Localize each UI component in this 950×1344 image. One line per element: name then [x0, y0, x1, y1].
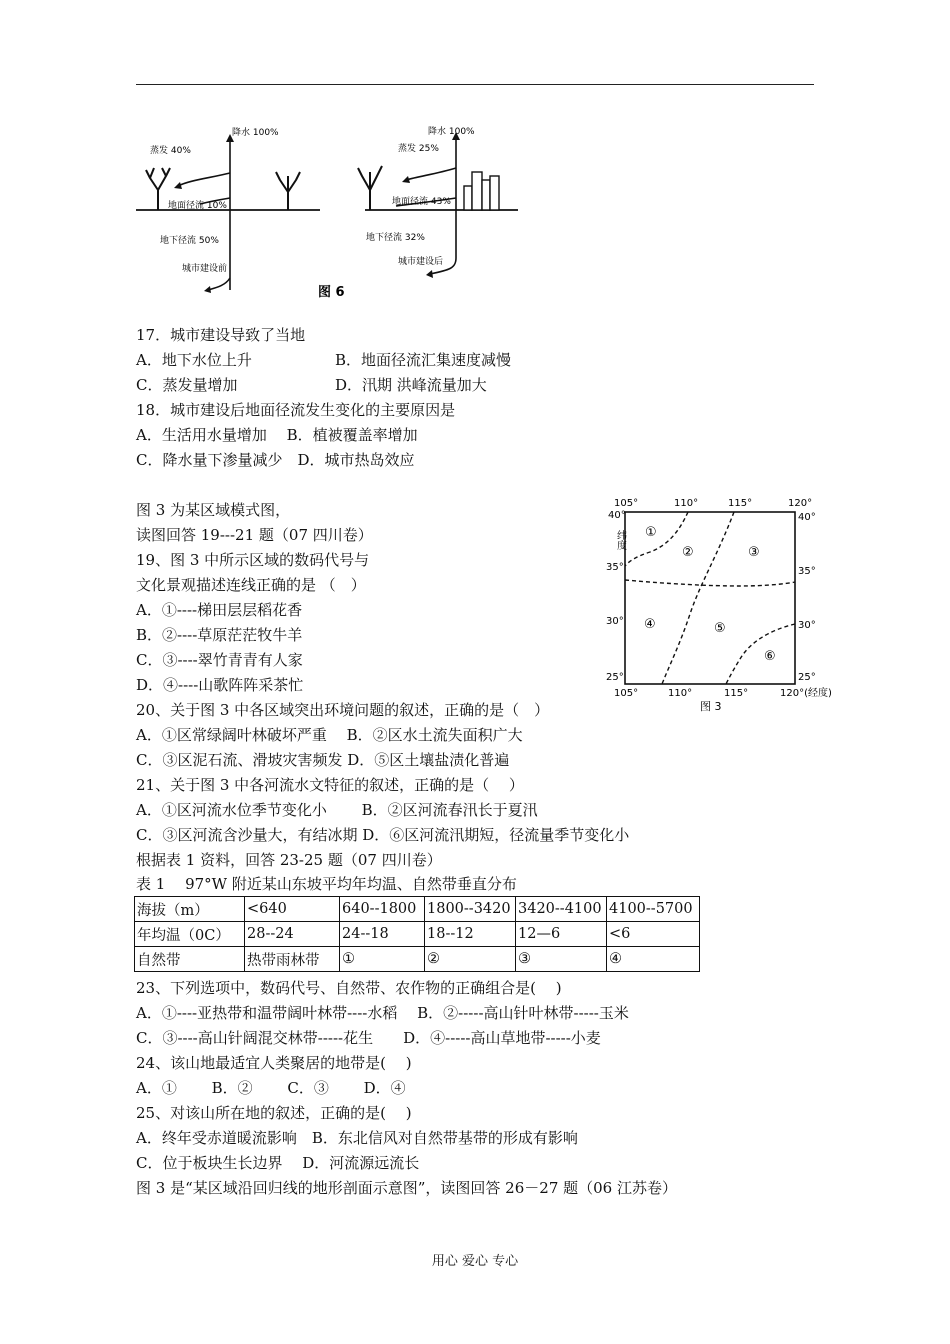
table-cell: 3420--4100 — [516, 897, 607, 922]
table-cell: 自然带 — [135, 947, 245, 972]
q17-option-d: D．汛期 洪峰流量加大 — [335, 376, 487, 394]
table-cell: ③ — [516, 947, 607, 972]
left-lat-25: 25° — [606, 672, 624, 683]
table-cell: ④ — [607, 947, 700, 972]
q17-stem: 17．城市建设导致了当地 — [136, 326, 306, 344]
q17-option-c: C．蒸发量增加 — [136, 376, 238, 394]
right-lat-35: 35° — [798, 566, 816, 577]
q25-stem: 25、对该山所在地的叙述，正确的是( ) — [136, 1104, 412, 1122]
table-cell: 12—6 — [516, 922, 607, 947]
bottom-lon-110: 110° — [668, 688, 693, 699]
q19-option-b: B．②----草原茫茫牧牛羊 — [136, 626, 303, 644]
q24-stem: 24、该山地最适宜人类聚居的地带是( ) — [136, 1054, 412, 1072]
q18-options-cd: C．降水量下渗量减少 D．城市热岛效应 — [136, 451, 415, 469]
right-lat-30: 30° — [798, 620, 816, 631]
top-lon-115: 115° — [728, 498, 753, 509]
q25-options-cd: C．位于板块生长边界 D．河流源远流长 — [136, 1154, 420, 1172]
page-footer: 用心 爱心 专心 — [431, 1254, 519, 1269]
table-cell: 海拔（m） — [135, 897, 245, 922]
q19-option-a: A．①----梯田层层稻花香 — [136, 601, 303, 619]
after-evap-label: 蒸发 25% — [398, 144, 439, 154]
table-cell: 1800--3420 — [425, 897, 516, 922]
figure-6-urban-runoff — [130, 118, 550, 303]
table-cell: ② — [425, 947, 516, 972]
q23-options-cd: C．③----高山针阔混交林带-----花生 D．④-----高山草地带-----小麦 — [136, 1029, 601, 1047]
before-precip-label: 降水 100% — [232, 128, 279, 138]
right-lat-25: 25° — [798, 672, 816, 683]
region-6-label: ⑥ — [764, 649, 776, 664]
before-ground-label: 地下径流 50% — [160, 236, 219, 246]
q21-options-cd: C．③区河流含沙量大，有结冰期 D．⑥区河流汛期短，径流量季节变化小 — [136, 826, 630, 844]
region-1-label: ① — [645, 525, 657, 540]
left-lat-35: 35° — [606, 562, 624, 573]
before-evap-label: 蒸发 40% — [150, 146, 191, 156]
region-5-label: ⑤ — [714, 621, 726, 636]
top-lon-110: 110° — [674, 498, 699, 509]
q17-option-a: A．地下水位上升 — [136, 351, 252, 369]
table-1 — [134, 896, 700, 972]
figure-6-title: 图 6 — [318, 285, 345, 300]
table-row — [135, 922, 700, 947]
before-surface-label: 地面径流 10% — [168, 201, 227, 211]
bottom-lon-115: 115° — [724, 688, 749, 699]
after-caption: 城市建设后 — [398, 257, 444, 267]
table-cell: 640--1800 — [340, 897, 425, 922]
q21-stem: 21、关于图 3 中各河流水文特征的叙述，正确的是（ ） — [136, 776, 524, 794]
top-lon-120: 120° — [788, 498, 813, 509]
q19-option-d: D．④----山歌阵阵采茶忙 — [136, 676, 304, 694]
table-cell: ① — [340, 947, 425, 972]
intro-fig3: 图 3 为某区域模式图， — [136, 501, 291, 519]
q18-options-ab: A．生活用水量增加 B．植被覆盖率增加 — [136, 426, 418, 444]
top-lon-105: 105° — [614, 498, 639, 509]
q23-options-ab: A．①----亚热带和温带阔叶林带----水稻 B．②-----高山针叶林带-----玉米 — [136, 1004, 629, 1022]
after-surface-label: 地面径流 43% — [392, 197, 451, 207]
q18-stem: 18．城市建设后地面径流发生变化的主要原因是 — [136, 401, 456, 419]
region-4-label: ④ — [644, 617, 656, 632]
q19-stem-1: 19、图 3 中所示区域的数码代号与 — [136, 551, 370, 569]
header-rule — [136, 84, 814, 85]
region-2-label: ② — [682, 545, 694, 560]
q20-options-ab: A．①区常绿阔叶林破坏严重 B．②区水土流失面积广大 — [136, 726, 523, 744]
q19-option-c: C．③----翠竹青青有人家 — [136, 651, 303, 669]
map-figure-3 — [600, 494, 840, 714]
table-row — [135, 947, 700, 972]
tree-icon — [358, 166, 382, 210]
q21-options-ab: A．①区河流水位季节变化小 B．②区河流春汛长于夏汛 — [136, 801, 538, 819]
buildings-icon — [464, 172, 499, 210]
bottom-lon-105: 105° — [614, 688, 639, 699]
left-lat-40: 40° — [608, 510, 626, 521]
table-cell: 热带雨林带 — [245, 947, 340, 972]
q24-options: A．① B．② C．③ D．④ — [136, 1079, 406, 1097]
q23-stem: 23、下列选项中，数码代号、自然带、农作物的正确组合是( ) — [136, 979, 562, 997]
map-title: 图 3 — [700, 700, 722, 713]
table-cell: 24--18 — [340, 922, 425, 947]
table1-caption: 表 1 97°W 附近某山东坡平均年均温、自然带垂直分布 — [136, 875, 517, 893]
before-caption: 城市建设前 — [182, 264, 228, 274]
intro-q19-21: 读图回答 19---21 题（07 四川卷） — [136, 526, 373, 544]
q19-stem-2: 文化景观描述连线正确的是 （ ） — [136, 576, 366, 594]
after-precip-label: 降水 100% — [428, 127, 475, 137]
table-cell: 4100--5700 — [607, 897, 700, 922]
q20-stem: 20、关于图 3 中各区域突出环境问题的叙述，正确的是（ ） — [136, 701, 550, 719]
region-3-label: ③ — [748, 545, 760, 560]
table-cell: <640 — [245, 897, 340, 922]
q20-options-cd: C．③区泥石流、滑坡灾害频发 D．⑤区土壤盐渍化普遍 — [136, 751, 510, 769]
intro-q26-27: 图 3 是“某区域沿回归线的地形剖面示意图”，读图回答 26－27 题（06 江苏卷） — [136, 1179, 677, 1197]
table-cell: 28--24 — [245, 922, 340, 947]
lat-axis-label: 纬度 — [614, 530, 626, 550]
table-cell: 18--12 — [425, 922, 516, 947]
table-cell: 年均温（0C） — [135, 922, 245, 947]
right-lat-40: 40° — [798, 512, 816, 523]
after-ground-label: 地下径流 32% — [366, 233, 425, 243]
intro-q23-25: 根据表 1 资料，回答 23-25 题（07 四川卷） — [136, 851, 442, 869]
q17-option-b: B．地面径流汇集速度减慢 — [335, 351, 512, 369]
table-row — [135, 897, 700, 922]
q25-options-ab: A．终年受赤道暖流影响 B．东北信风对自然带基带的形成有影响 — [136, 1129, 578, 1147]
left-lat-30: 30° — [606, 616, 624, 627]
bottom-lon-120: 120°(经度) — [780, 688, 832, 699]
table-cell: <6 — [607, 922, 700, 947]
